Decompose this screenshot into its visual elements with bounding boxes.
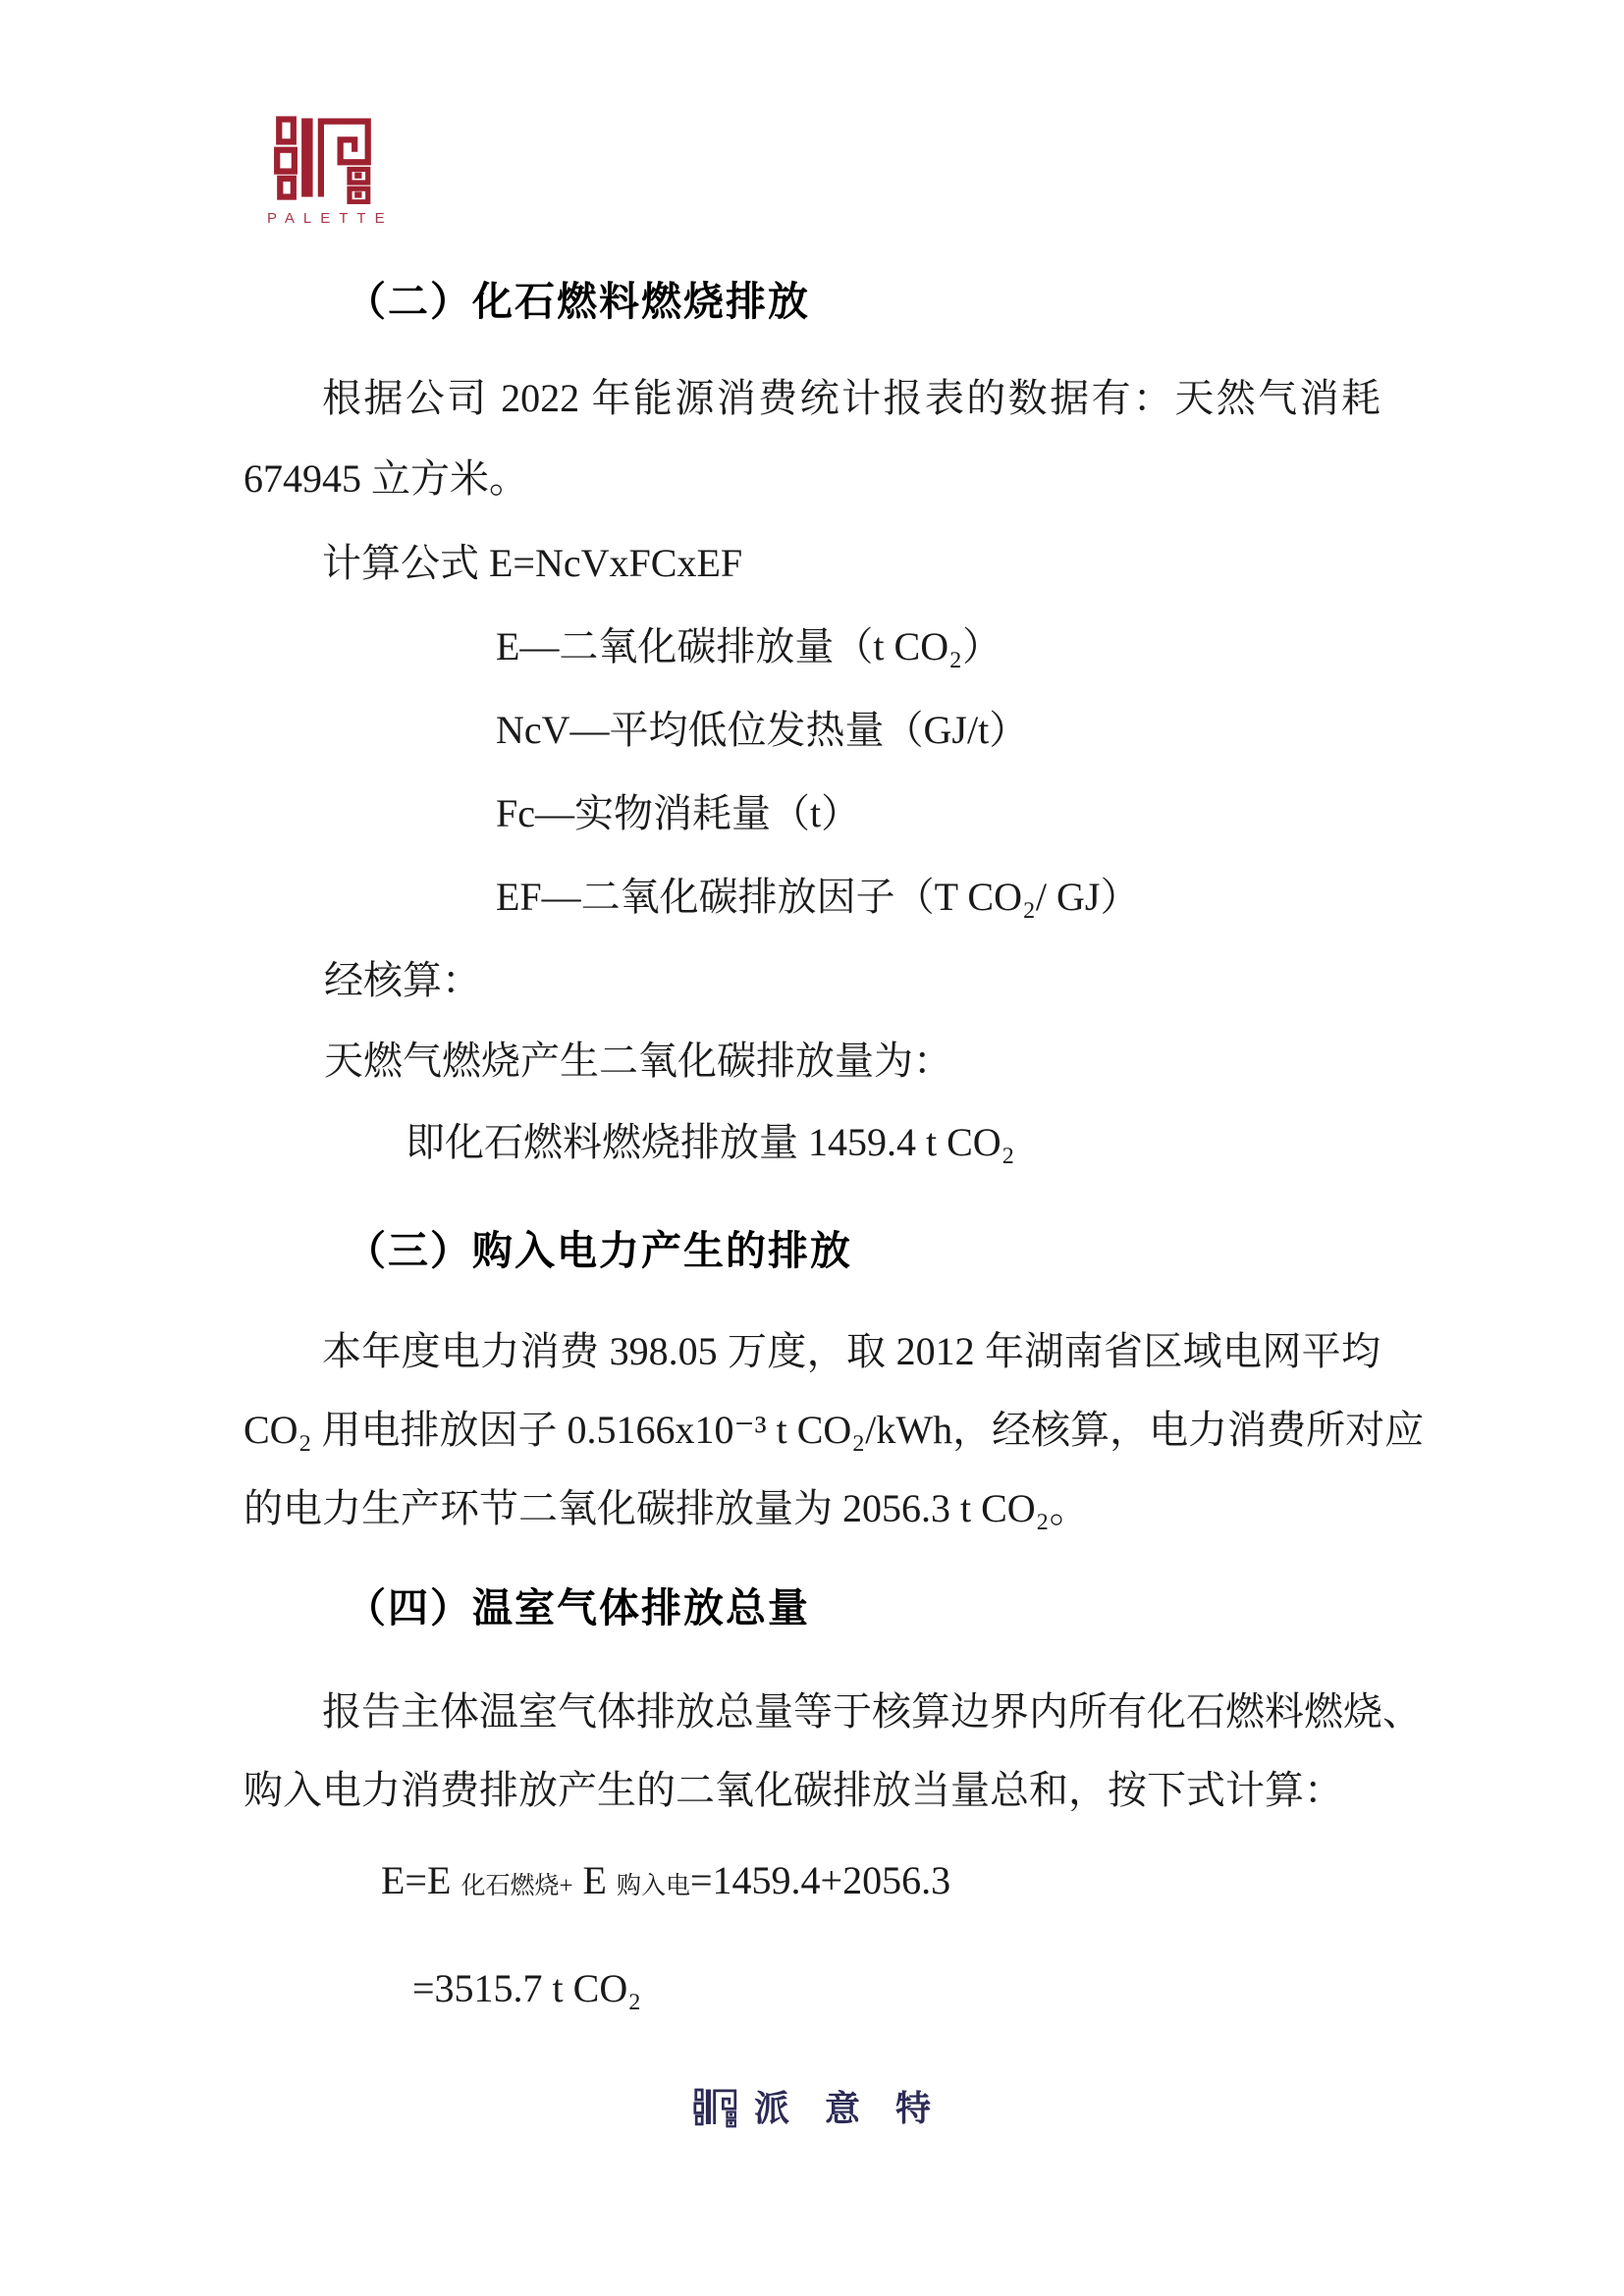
formula-def-fc: Fc—实物消耗量（t） [496, 791, 861, 835]
section-heading-fossil-fuel: （二）化石燃料燃烧排放 [346, 279, 810, 324]
formula-total-sub-power: 购入电 [616, 1873, 690, 1899]
para-electricity-line1: 本年度电力消费 398.05 万度，取 2012 年湖南省区域电网平均 [322, 1329, 1380, 1373]
formula-def-ncv: NcV—平均低位发热量（GJ/t） [496, 708, 1029, 752]
formula-total-mid: E [572, 1858, 617, 1902]
para-gas-emission-intro: 天燃气燃烧产生二氧化碳排放量为： [324, 1039, 952, 1083]
formula-total-lhs: E=E [381, 1858, 461, 1902]
formula-total-sub-fossil: 化石燃烧+ [460, 1873, 573, 1899]
para-energy-data-line2: 674945 立方米。 [244, 456, 528, 501]
section-heading-total-ghg: （四）温室气体排放总量 [346, 1585, 810, 1630]
formula-total-result: =3515.7 t CO₂ [412, 1966, 642, 2010]
para-electricity-line3: 的电力生产环节二氧化碳排放量为 2056.3 t CO₂。 [244, 1486, 1089, 1530]
paiyite-logo-text: 派意特 [753, 2088, 966, 2128]
section-heading-purchased-power: （三）购入电力产生的排放 [346, 1228, 852, 1273]
palette-logo [267, 110, 394, 227]
palette-logo-text: PALETTE [267, 210, 394, 227]
palette-logo-icon [273, 110, 375, 204]
para-after-accounting: 经核算： [324, 958, 481, 1002]
para-total-line2: 购入电力消费排放产生的二氧化碳排放当量总和，按下式计算： [244, 1768, 1343, 1812]
para-total-line1: 报告主体温室气体排放总量等于核算边界内所有化石燃料燃烧、 [322, 1689, 1422, 1734]
para-energy-data-line1: 根据公司 2022 年能源消费统计报表的数据有：天然气消耗 [322, 376, 1380, 420]
footer-brand [0, 2081, 1624, 2131]
formula-def-ef: EF—二氧化碳排放因子（T CO₂/ GJ） [496, 875, 1140, 919]
para-electricity-line2: CO₂ 用电排放因子 0.5166x10⁻³ t CO₂/kWh，经核算，电力消费所对应 [244, 1408, 1425, 1452]
paiyite-logo-icon [693, 2083, 738, 2130]
para-fossil-emission-value: 即化石燃料燃烧排放量 1459.4 t CO₂ [406, 1120, 1015, 1164]
para-formula-intro: 计算公式 E=NcVxFCxEF [322, 541, 743, 585]
formula-total-line [381, 1856, 950, 1905]
formula-def-e: E—二氧化碳排放量（t CO₂） [496, 624, 1002, 668]
formula-total-rhs: =1459.4+2056.3 [690, 1858, 951, 1902]
